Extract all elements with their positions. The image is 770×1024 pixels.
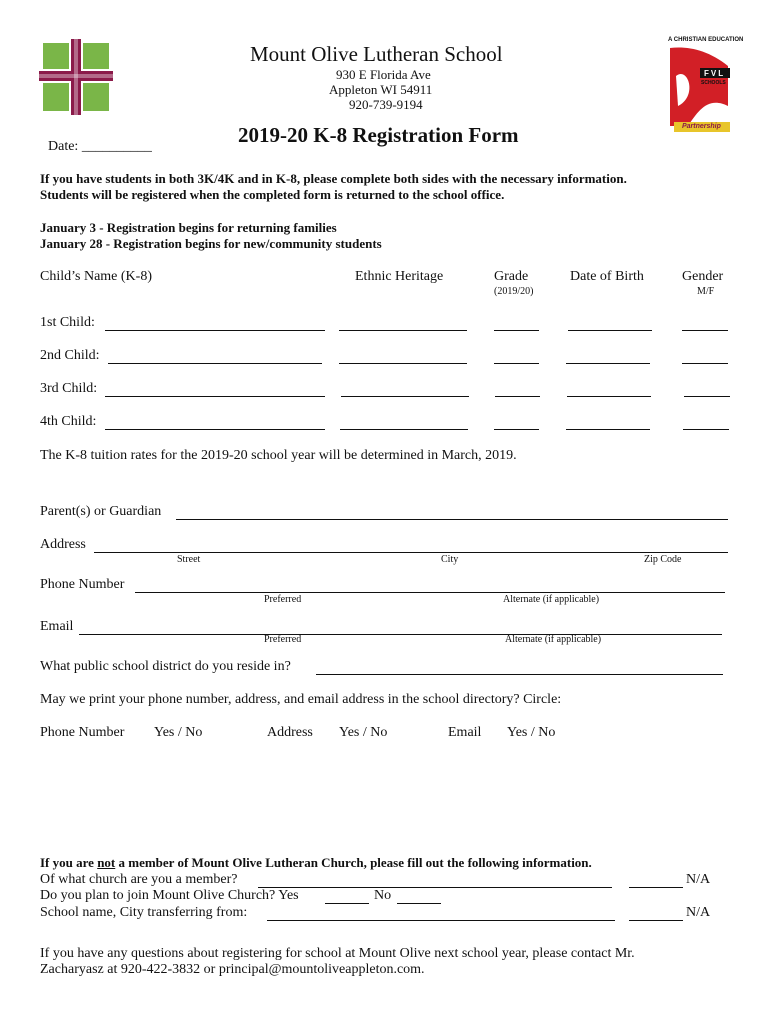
directory-address-choice[interactable]: Yes / No (339, 725, 388, 740)
child1-name-input[interactable] (105, 315, 325, 331)
child4-grade-input[interactable] (494, 414, 539, 430)
transfer-school-question: School name, City transferring from: (40, 905, 248, 920)
directory-email-choice[interactable]: Yes / No (507, 725, 556, 740)
directory-question: May we print your phone number, address, and email address in the school directory? Circle: (40, 692, 562, 707)
logo-partnership-text: Partnership (682, 123, 721, 130)
join-no-input[interactable] (397, 888, 441, 904)
registration-date-returning: January 3 - Registration begins for returning families (40, 220, 337, 235)
child1-grade-input[interactable] (494, 315, 539, 331)
child3-grade-input[interactable] (495, 381, 540, 397)
email-input[interactable] (79, 619, 722, 635)
child-row-label: 3rd Child: (40, 381, 98, 396)
phone-input[interactable] (135, 577, 725, 593)
child-row-label: 2nd Child: (40, 348, 100, 363)
directory-phone-label: Phone Number (40, 725, 125, 740)
church-member-question: Of what church are you a member? (40, 872, 238, 887)
district-question: What public school district do you reside in? (40, 659, 291, 674)
child1-ethnic-input[interactable] (339, 315, 467, 331)
child2-name-input[interactable] (108, 348, 322, 364)
join-no-label: No (374, 888, 392, 903)
church-member-input[interactable] (258, 872, 612, 888)
child4-ethnic-input[interactable] (340, 414, 468, 430)
transfer-school-input[interactable] (267, 905, 615, 921)
tuition-note: The K-8 tuition rates for the 2019-20 school year will be determined in March, 2019. (40, 448, 517, 463)
registration-date-new: January 28 - Registration begins for new/community students (40, 236, 382, 251)
email-label: Email (40, 619, 74, 634)
logo-fvl-text: FVL (704, 69, 726, 78)
fvl-emblem-graphic (668, 36, 734, 136)
child4-name-input[interactable] (105, 414, 325, 430)
church-member-na-blank[interactable] (629, 872, 683, 888)
child-row-2 (40, 348, 100, 364)
address-street-caption: Street (177, 554, 201, 565)
child2-gender-input[interactable] (682, 348, 728, 364)
col-child-name: Child’s Name (K-8) (40, 269, 152, 284)
school-phone: 920-739-9194 (349, 97, 423, 112)
church-heading (40, 855, 592, 871)
child1-dob-input[interactable] (568, 315, 652, 331)
address-label: Address (40, 537, 86, 552)
child-row-label: 4th Child: (40, 414, 97, 429)
child-row-1 (40, 315, 95, 331)
parent-input[interactable] (176, 504, 728, 520)
directory-address-label: Address (267, 725, 313, 740)
date-field[interactable]: Date: __________ (48, 139, 152, 154)
parent-label: Parent(s) or Guardian (40, 504, 162, 519)
fvl-schools-logo (668, 36, 744, 136)
school-cross-logo (39, 39, 113, 115)
child3-dob-input[interactable] (567, 381, 651, 397)
child2-ethnic-input[interactable] (339, 348, 467, 364)
church-member-na: N/A (686, 872, 711, 887)
col-grade: Grade (494, 269, 529, 284)
join-church-question: Do you plan to join Mount Olive Church? Yes (40, 888, 299, 903)
directory-email-label: Email (448, 725, 482, 740)
email-alternate-caption: Alternate (if applicable) (505, 634, 602, 645)
phone-preferred-caption: Preferred (264, 594, 302, 605)
child-row-4 (40, 414, 96, 430)
join-yes-input[interactable] (325, 888, 369, 904)
col-gender-sub: M/F (697, 286, 715, 297)
child2-grade-input[interactable] (494, 348, 539, 364)
phone-alternate-caption: Alternate (if applicable) (503, 594, 600, 605)
child4-dob-input[interactable] (566, 414, 650, 430)
address-zip-caption: Zip Code (644, 554, 682, 565)
form-title: 2019-20 K-8 Registration Form (238, 123, 519, 147)
child-row-3 (40, 381, 97, 397)
phone-label: Phone Number (40, 577, 125, 592)
child3-name-input[interactable] (105, 381, 325, 397)
church-heading-post: a member of Mount Olive Lutheran Church, please fill out the following information. (115, 855, 592, 870)
transfer-na: N/A (686, 905, 711, 920)
child1-gender-input[interactable] (682, 315, 728, 331)
email-preferred-caption: Preferred (264, 634, 302, 645)
child3-gender-input[interactable] (684, 381, 730, 397)
logo-schools-text: SCHOOLS (701, 80, 726, 86)
col-grade-sub: (2019/20) (494, 286, 534, 297)
address-line2: Appleton WI 54911 (329, 82, 433, 97)
col-date-of-birth: Date of Birth (570, 269, 644, 284)
child4-gender-input[interactable] (683, 414, 729, 430)
church-heading-not: not (97, 855, 116, 870)
directory-phone-choice[interactable]: Yes / No (154, 725, 203, 740)
address-city-caption: City (441, 554, 459, 565)
church-heading-pre: If you are (40, 855, 98, 870)
intro-line2: Students will be registered when the completed form is returned to the school office. (40, 187, 505, 202)
col-gender: Gender (682, 269, 724, 284)
contact-line1: If you have any questions about registering for school at Mount Olive next school year, please contact Mr. (40, 946, 635, 961)
address-input[interactable] (94, 537, 728, 553)
school-name: Mount Olive Lutheran School (250, 42, 503, 66)
col-ethnic-heritage: Ethnic Heritage (355, 269, 444, 284)
child-row-label: 1st Child: (40, 315, 95, 330)
transfer-na-blank[interactable] (629, 905, 683, 921)
address-line1: 930 E Florida Ave (336, 67, 431, 82)
child2-dob-input[interactable] (566, 348, 650, 364)
intro-line1: If you have students in both 3K/4K and in K-8, please complete both sides with the necessary information. (40, 171, 627, 186)
contact-line2: Zacharyasz at 920-422-3832 or principal@mountoliveappleton.com. (40, 962, 425, 977)
district-input[interactable] (316, 659, 723, 675)
logo-top-text: A CHRISTIAN EDUCATION (668, 37, 744, 43)
child3-ethnic-input[interactable] (341, 381, 469, 397)
